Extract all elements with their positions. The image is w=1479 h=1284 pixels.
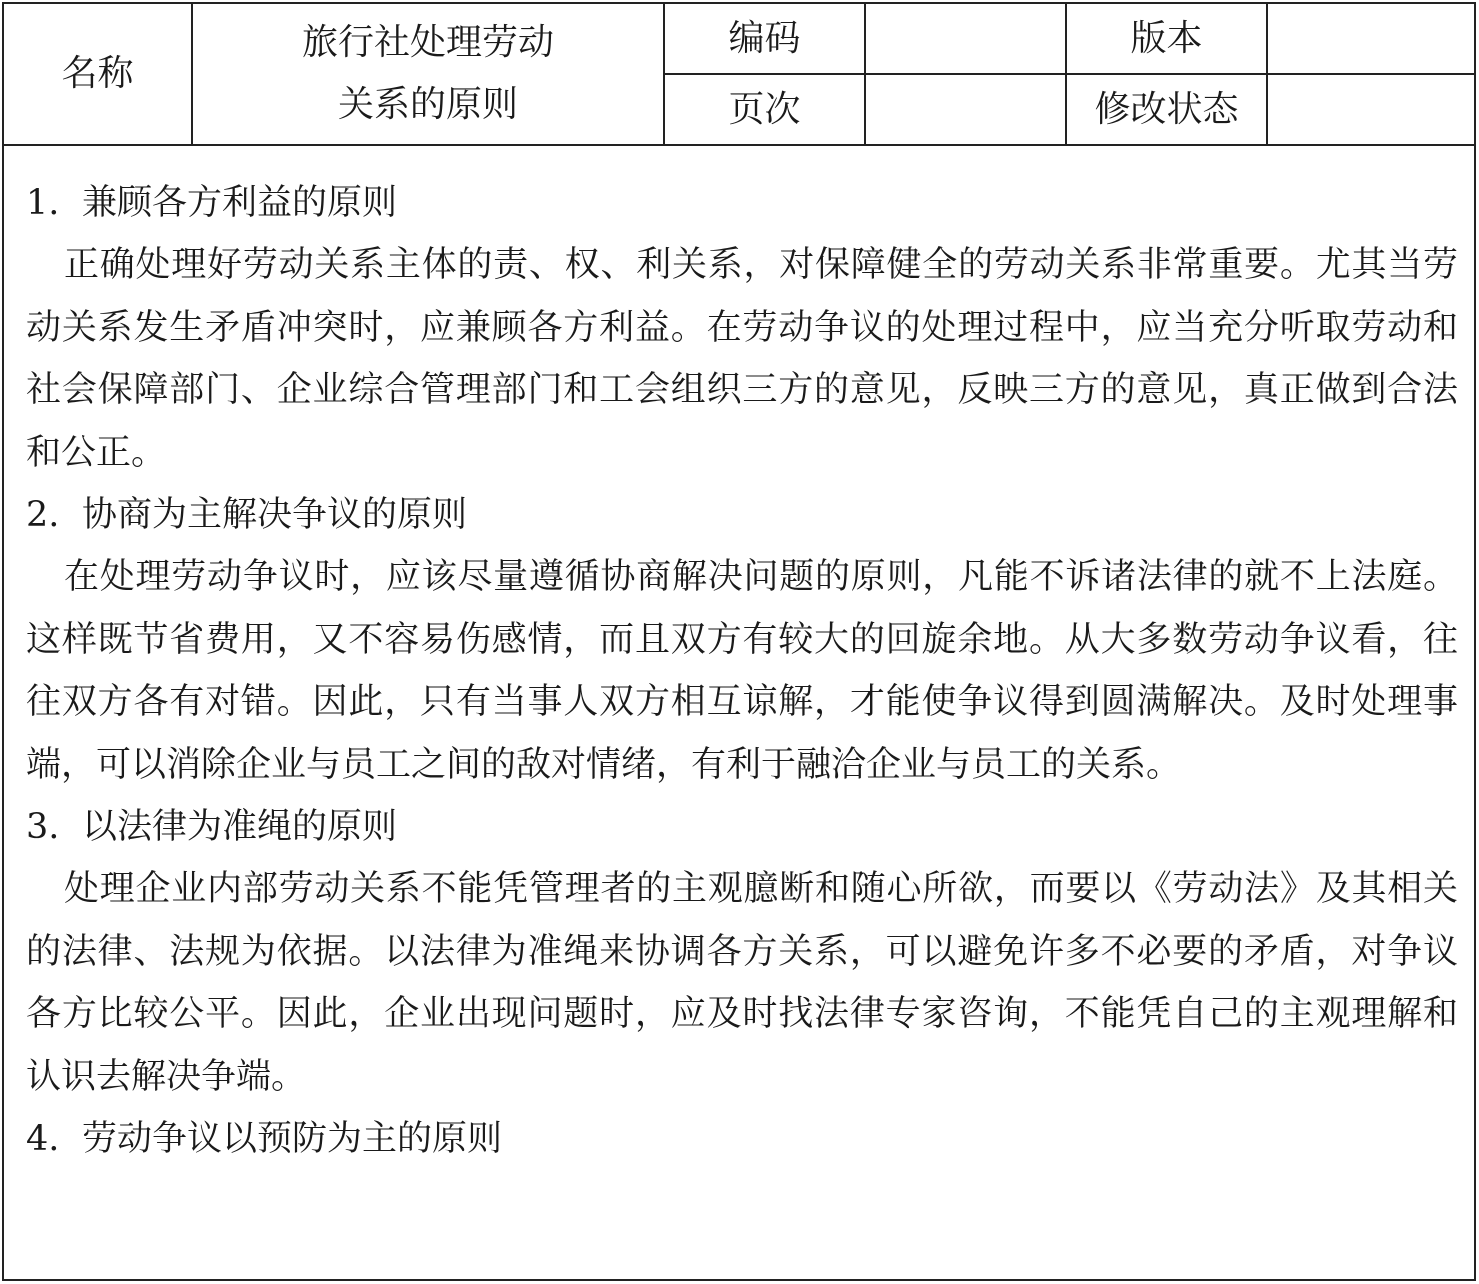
- section-number: 4.: [26, 1119, 60, 1160]
- name-value-line1: 旅行社处理劳动: [301, 22, 554, 63]
- page-value: [866, 75, 1065, 144]
- code-label: 编码: [728, 17, 801, 59]
- section-heading: [26, 484, 1458, 546]
- document-sheet: [2, 2, 1476, 1281]
- revision-value: [1268, 75, 1474, 144]
- revision-label: 修改状态: [1094, 88, 1239, 130]
- version-label: 版本: [1130, 17, 1203, 59]
- section-title: 兼顾各方利益的原则: [82, 183, 398, 223]
- code-value: [866, 4, 1065, 73]
- section-number: 1.: [26, 183, 60, 223]
- version-value: [1268, 4, 1474, 73]
- name-label: 名称: [61, 53, 134, 94]
- section-title: 以法律为准绳的原则: [82, 807, 398, 848]
- name-value-line2: 关系的原则: [337, 84, 518, 125]
- header-table: [4, 4, 1474, 146]
- section-title: 劳动争议以预防为主的原则: [82, 1119, 503, 1160]
- section-number: 3.: [26, 807, 60, 848]
- name-value: [193, 4, 663, 144]
- document-body: [26, 172, 1458, 1171]
- section-heading: [26, 1108, 1458, 1170]
- section-title: 协商为主解决争议的原则: [82, 495, 468, 536]
- section-number: 2.: [26, 495, 60, 536]
- section-paragraph: 正确处理好劳动关系主体的责、权、利关系，对保障健全的劳动关系非常重要。尤其当劳动关系发生矛盾冲突时，应兼顾各方利益。在劳动争议的处理过程中，应当充分听取劳动和社会保障部门、企业综合管理部门和工会组织三方的意见，反映三方的意见，真正做到合法和公正。: [26, 245, 1458, 473]
- section-paragraph: 在处理劳动争议时，应该尽量遵循协商解决问题的原则，凡能不诉诸法律的就不上法庭。这样既节省费用，又不容易伤感情，而且双方有较大的回旋余地。从大多数劳动争议看，往往双方各有对错。因此，只有当事人双方相互谅解，才能使争议得到圆满解决。及时处理事端，可以消除企业与员工之间的敌对情绪，有利于融洽企业与员工的关系。: [26, 557, 1458, 785]
- page-label: 页次: [728, 88, 801, 130]
- section-paragraph: 处理企业内部劳动关系不能凭管理者的主观臆断和随心所欲，而要以《劳动法》及其相关的法律、法规为依据。以法律为准绳来协调各方关系，可以避免许多不必要的矛盾，对争议各方比较公平。因此，企业出现问题时，应及时找法律专家咨询，不能凭自己的主观理解和认识去解决争端。: [26, 869, 1458, 1097]
- section-heading: [26, 796, 1458, 858]
- section-heading: [26, 172, 1458, 234]
